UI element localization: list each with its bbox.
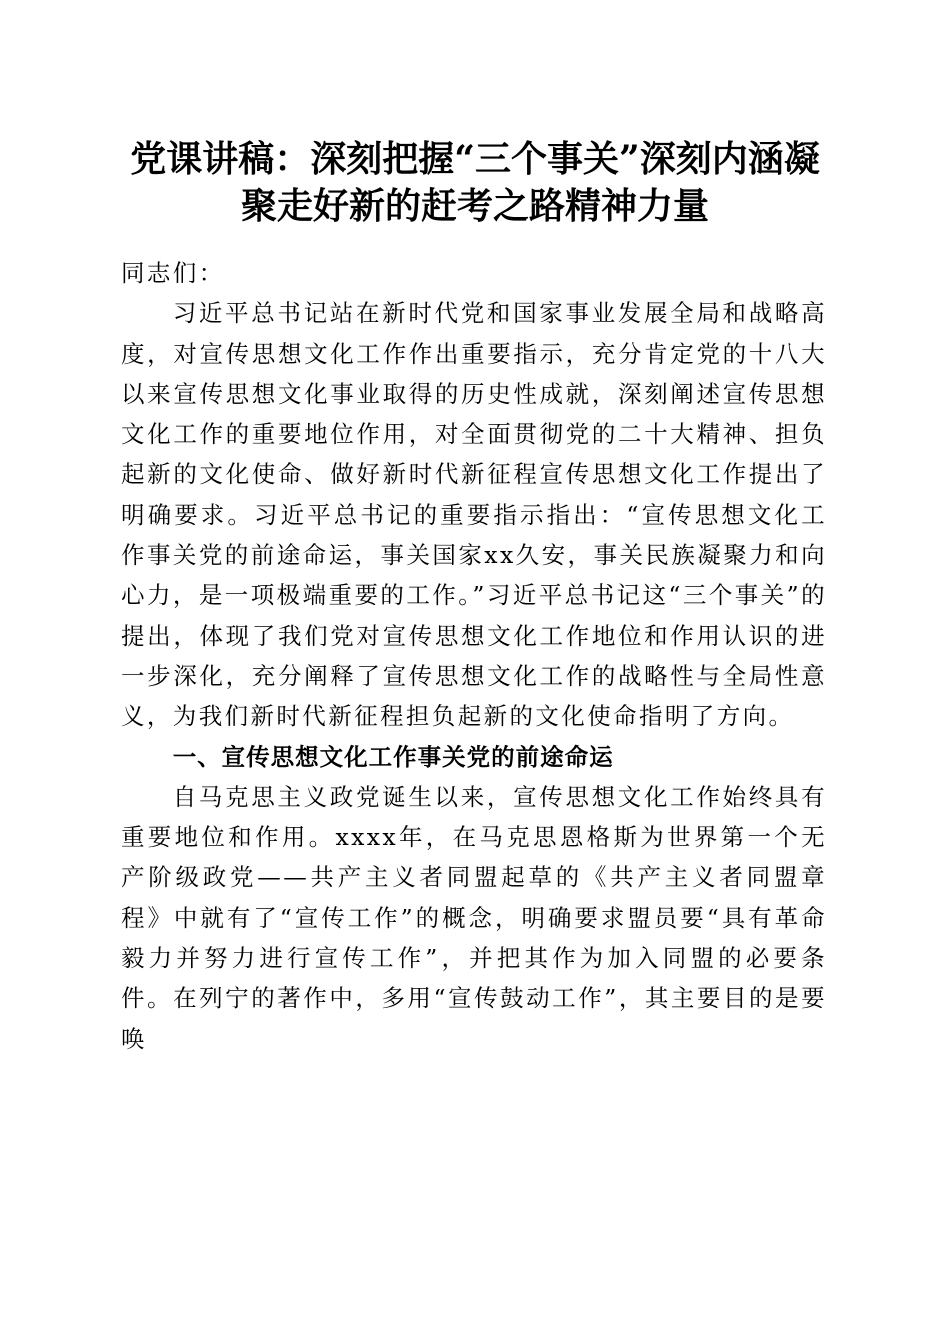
- paragraph-section-1: 自马克思主义政党诞生以来，宣传思想文化工作始终具有重要地位和作用。xxxx年，在马克思恩格斯为世界第一个无产阶级政党——共产主义者同盟起草的《共产主义者同盟章程》中就有了“宣传工作”的概念，明确要求盟员要“具有革命毅力并努力进行宣传工作”，并把其作为加入同盟的必要条件。在列宁的著作中，多用“宣传鼓动工作”，其主要目的是要唤: [121, 782, 827, 1053]
- document-body: [121, 253, 827, 1059]
- document-title: [110, 136, 840, 230]
- title-line-2: 聚走好新的赶考之路精神力量: [240, 185, 709, 227]
- section-heading-1: 一、宣传思想文化工作事关党的前途命运: [172, 742, 614, 771]
- salutation: 同志们：: [121, 259, 225, 287]
- paragraph-intro: 习近平总书记站在新时代党和国家事业发展全局和战略高度，对宣传思想文化工作作出重要指示，充分肯定党的十八大以来宣传思想文化事业取得的历史性成就，深刻阐述宣传思想文化工作的重要地位作用，对全面贯彻党的二十大精神、担负起新的文化使命、做好新时代新征程宣传思想文化工作提出了明确要求。习近平总书记的重要指示指出：“宣传思想文化工作事关党的前途命运，事关国家xx久安，事关民族凝聚力和向心力，是一项极端重要的工作。”习近平总书记这“三个事关”的提出，体现了我们党对宣传思想文化工作地位和作用认识的进一步深化，充分阐释了宣传思想文化工作的战略性与全局性意义，为我们新时代新征程担负起新的文化使命指明了方向。: [121, 299, 827, 731]
- title-line-1: 党课讲稿：深刻把握“三个事关”深刻内涵凝: [130, 138, 820, 180]
